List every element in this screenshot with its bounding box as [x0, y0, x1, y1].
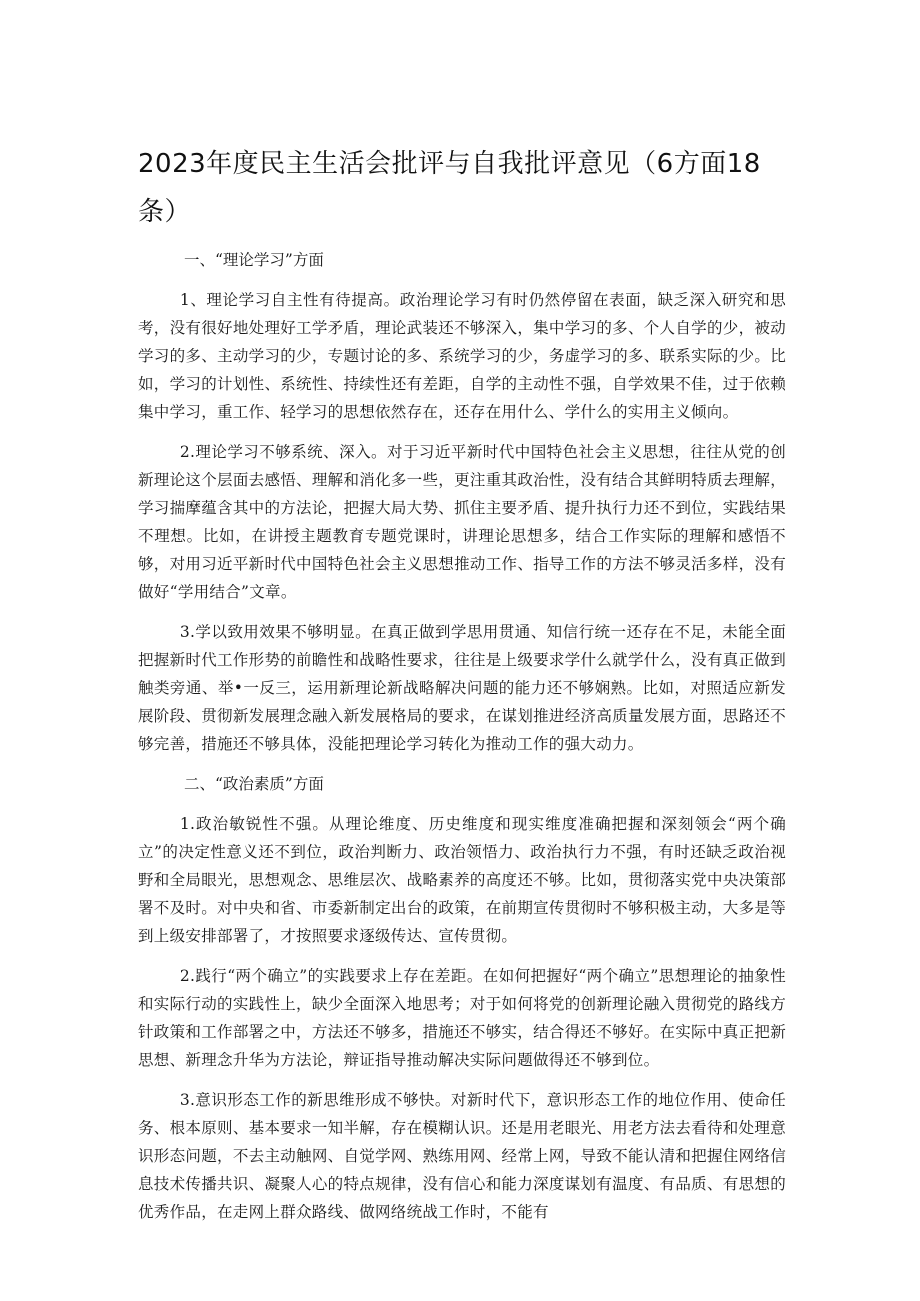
paragraph: 2.践行“两个确立”的实践要求上存在差距。在如何把握好“两个确立”思想理论的抽象性和实际行动的实践性上，缺少全面深入地思考；对于如何将党的创新理论融入贯彻党的路线方针政策和工作部署之中，方法还不够多，措施还不够实，结合得还不够好。在实际中真正把新思想、新理念升华为方法论，辩证指导推动解决实际问题做得还不够到位。	[138, 967, 786, 1069]
paragraph: 3.意识形态工作的新思维形成不够快。对新时代下，意识形态工作的地位作用、使命任务、根本原则、基本要求一知半解，存在模糊认识。还是用老眼光、用老方法去看待和处理意识形态问题，不去主动触网、自觉学网、熟练用网、经常上网，导致不能认清和把握住网络信息技术传播共识、凝聚人心的特点规律，没有信心和能力深度谋划有温度、有品质、有思想的优秀作品，在走网上群众路线、做网络统战工作时，不能有	[138, 1091, 786, 1221]
paragraph: 1、理论学习自主性有待提高。政治理论学习有时仍然停留在表面，缺乏深入研究和思考，没有很好地处理好工学矛盾，理论武装还不够深入，集中学习的多、个人自学的少，被动学习的多、主动学习的少，专题讨论的多、系统学习的少，务虚学习的多、联系实际的少。比如，学习的计划性、系统性、持续性还有差距，自学的主动性不强，自学效果不佳，过于依赖集中学习，重工作、轻学习的思想依然存在，还存在用什么、学什么的实用主义倾向。	[138, 291, 786, 421]
document-title: 2023年度民主生活会批评与自我批评意见（6方面18条）	[138, 149, 761, 227]
paragraph: 3.学以致用效果不够明显。在真正做到学思用贯通、知信行统一还存在不足，未能全面把握新时代工作形势的前瞻性和战略性要求，往往是上级要求学什么就学什么，没有真正做到触类旁通、举•一反三，运用新理论新战略解决问题的能力还不够娴熟。比如，对照适应新发展阶段、贯彻新发展理念融入新发展格局的要求，在谋划推进经济高质量发展方面，思路还不够完善，措施还不够具体，没能把理论学习转化为推动工作的强大动力。	[138, 623, 786, 753]
paragraph: 2.理论学习不够系统、深入。对于习近平新时代中国特色社会主义思想，往往从党的创新理论这个层面去感悟、理解和消化多一些，更注重其政治性，没有结合其鲜明特质去理解，学习揣摩蕴含其中的方法论，把握大局大势、抓住主要矛盾、提升执行力还不到位，实践结果不理想。比如，在讲授主题教育专题党课时，讲理论思想多，结合工作实际的理解和感悟不够，对用习近平新时代中国特色社会主义思想推动工作、指导工作的方法不够灵活多样，没有做好“学用结合”文章。	[138, 443, 786, 601]
section-heading-political-quality: 二、“政治素质”方面	[184, 775, 324, 793]
document-body	[138, 246, 786, 1238]
paragraph: 1.政治敏锐性不强。从理论维度、历史维度和现实维度准确把握和深刻领会“两个确立”的决定性意义还不到位，政治判断力、政治领悟力、政治执行力不强，有时还缺乏政治视野和全局眼光，思想观念、思维层次、战略素养的高度还不够。比如，贯彻落实党中央决策部署不及时。对中央和省、市委新制定出台的政策，在前期宣传贯彻时不够积极主动，大多是等到上级安排部署了，才按照要求逐级传达、宣传贯彻。	[138, 815, 786, 945]
section-heading-theory-study: 一、“理论学习”方面	[184, 251, 324, 269]
